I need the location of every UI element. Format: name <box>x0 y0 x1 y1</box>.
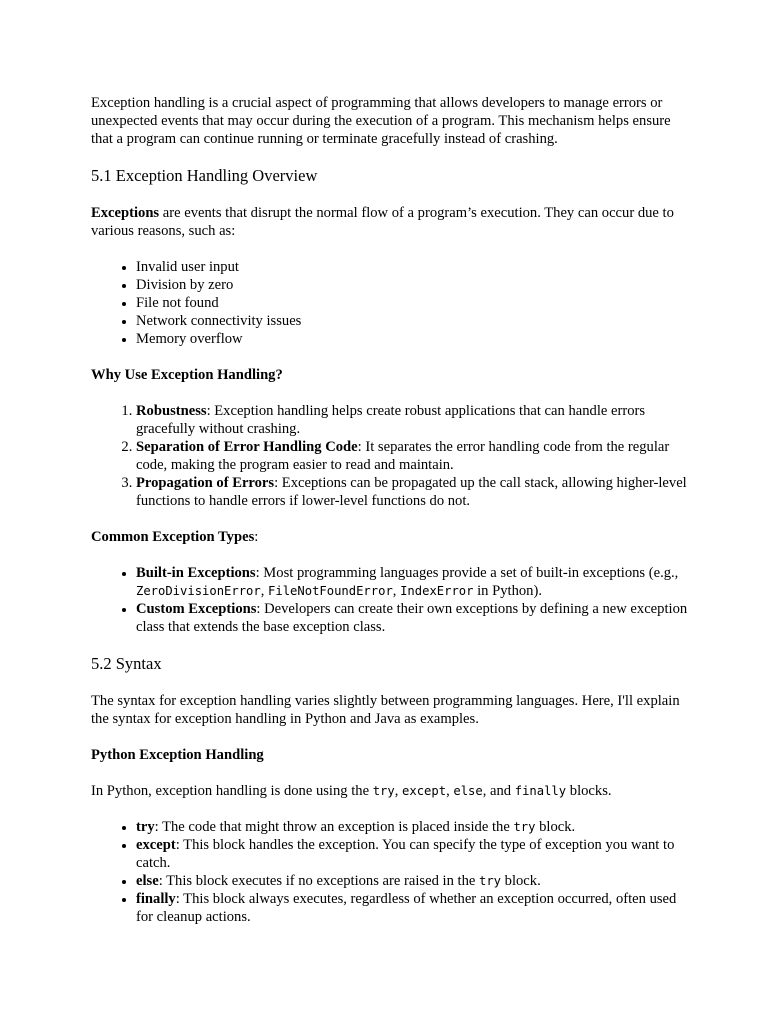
list-item: • Network connectivity issues <box>136 312 691 330</box>
item-term: Built-in Exceptions <box>136 565 256 581</box>
inline-code: finally <box>514 784 567 798</box>
item-text: in Python). <box>473 583 542 599</box>
list-item: • File not found <box>136 294 691 312</box>
python-heading: Python Exception Handling <box>91 747 264 763</box>
why-list <box>91 402 691 510</box>
item-term: Propagation of Errors <box>136 475 275 491</box>
item-text: : Exceptions can be propagated up the call stack, allowing higher-level functions to handle errors if lower-level functions do not. <box>136 475 687 509</box>
list-item <box>136 402 691 438</box>
exceptions-text: are events that disrupt the normal flow of a program’s execution. They can occur due to various reasons, such as: <box>91 205 674 239</box>
inline-code: try <box>479 874 502 888</box>
list-item <box>136 872 691 890</box>
item-text: : It separates the error handling code from the regular code, making the program easier to read and maintain. <box>136 439 670 473</box>
text: In Python, exception handling is done using the <box>91 783 373 799</box>
python-paragraph <box>91 782 691 800</box>
list-item: • Memory overflow <box>136 330 691 348</box>
common-types-term: Common Exception Types <box>91 529 255 545</box>
common-types-list <box>91 564 691 636</box>
common-types-colon: : <box>254 529 259 545</box>
exceptions-term: Exceptions <box>91 205 160 221</box>
list-item: • Invalid user input <box>136 258 691 276</box>
item-text: block. <box>535 819 576 835</box>
list-item <box>136 474 691 510</box>
text: , and <box>482 783 515 799</box>
inline-code: try <box>513 820 536 834</box>
section-heading-overview: 5.1 Exception Handling Overview <box>91 166 318 185</box>
item-text: : The code that might throw an exception is placed inside the <box>154 819 514 835</box>
text: , <box>446 783 454 799</box>
item-term: try <box>136 819 155 835</box>
list-item <box>136 564 691 600</box>
separator: , <box>392 583 401 599</box>
item-term: finally <box>136 891 176 907</box>
inline-code: except <box>402 784 447 798</box>
item-text: : Most programming languages provide a set of built-in exceptions (e.g., <box>255 565 679 581</box>
list-item <box>136 836 691 872</box>
item-text: : This block always executes, regardless of whether an exception occurred, often used for cleanup actions. <box>136 891 677 925</box>
list-item <box>136 890 691 926</box>
item-text: : This block handles the exception. You can specify the type of exception you want to catch. <box>136 837 675 871</box>
why-heading: Why Use Exception Handling? <box>91 367 283 383</box>
separator: , <box>260 583 269 599</box>
list-item <box>136 438 691 474</box>
inline-code: FileNotFoundError <box>268 584 393 598</box>
inline-code: else <box>453 784 483 798</box>
inline-code: ZeroDivisionError <box>136 584 261 598</box>
item-text: : Exception handling helps create robust applications that can handle errors gracefully without crashing. <box>136 403 646 437</box>
item-text: block. <box>501 873 541 889</box>
python-blocks-list <box>91 818 691 926</box>
item-text: : This block executes if no exceptions are raised in the <box>158 873 479 889</box>
text: blocks. <box>566 783 612 799</box>
list-item <box>136 818 691 836</box>
document-content <box>91 94 691 944</box>
inline-code: try <box>372 784 395 798</box>
intro-paragraph: Exception handling is a crucial aspect of programming that allows developers to manage errors or unexpected events that may occur during the execution of a program. This mechanism helps ensure that a program can continue running or terminate gracefully instead of crashing. <box>91 95 671 147</box>
item-text: : Developers can create their own exceptions by defining a new exception class that extends the base exception class. <box>136 601 688 635</box>
list-item: • Division by zero <box>136 276 691 294</box>
item-term: Separation of Error Handling Code <box>136 439 358 455</box>
list-item <box>136 600 691 636</box>
item-term: Robustness <box>136 403 207 419</box>
exceptions-paragraph <box>91 204 691 240</box>
common-types-heading <box>91 528 691 546</box>
text: , <box>394 783 403 799</box>
item-term: Custom Exceptions <box>136 601 257 617</box>
item-term: except <box>136 837 176 853</box>
reasons-list <box>91 258 691 348</box>
section-heading-syntax: 5.2 Syntax <box>91 654 162 673</box>
item-term: else <box>136 873 159 889</box>
inline-code: IndexError <box>400 584 474 598</box>
syntax-intro-paragraph: The syntax for exception handling varies slightly between programming languages. Here, I'll explain the syntax for exception handling in Python and Java as examples. <box>91 693 680 727</box>
